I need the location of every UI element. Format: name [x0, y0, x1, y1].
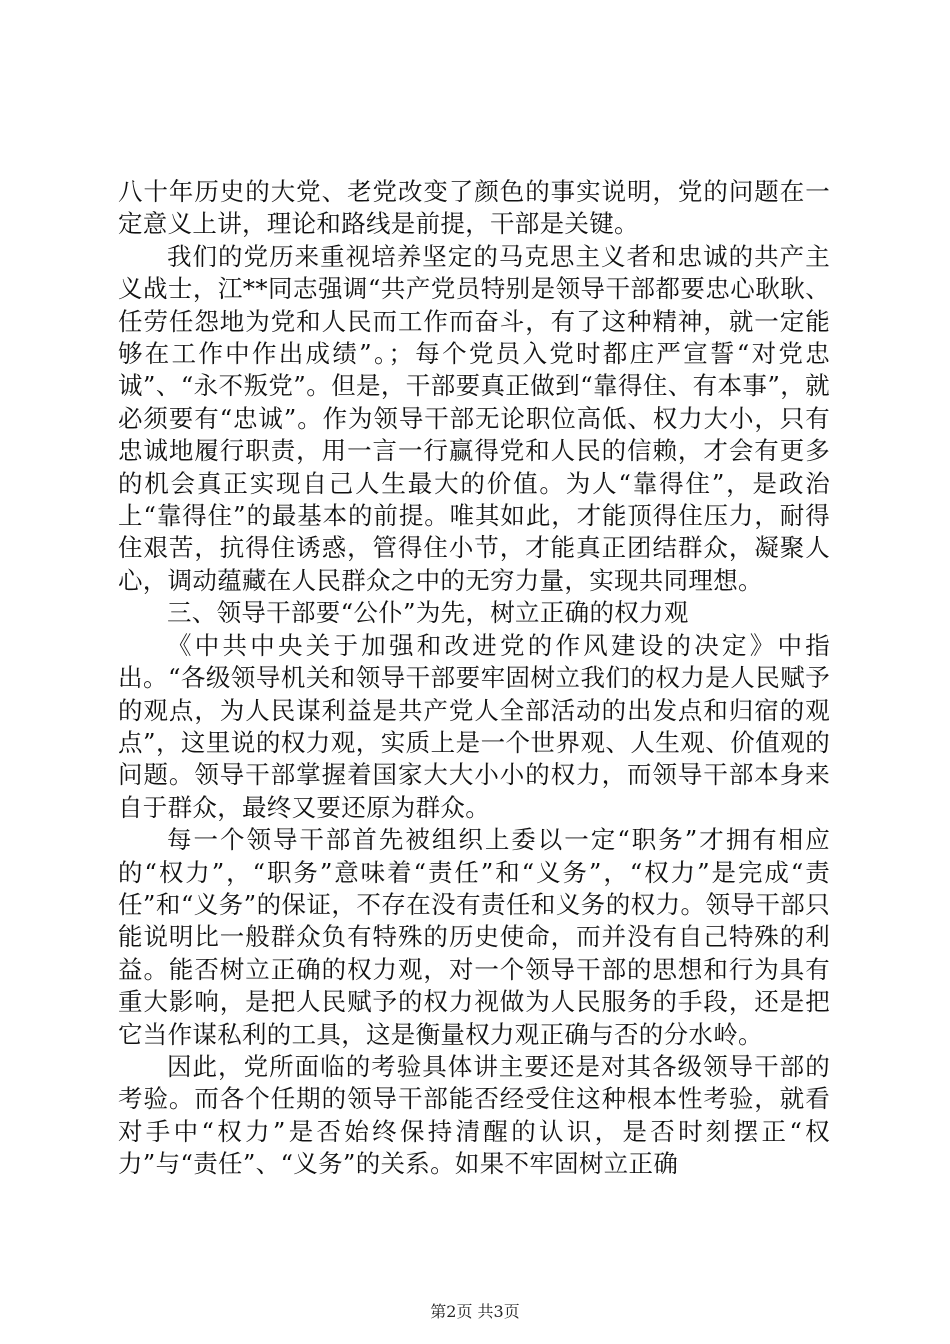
- paragraph-decision-quote: 《中共中央关于加强和改进党的作风建设的决定》中指出。“各级领导机关和领导干部要牢固树立我们的权力是人民赋予的观点，为人民谋利益是共产党人全部活动的出发点和归宿的观点”，这里说的权力观，实质上是一个世界观、人生观、价值观的问题。领导干部掌握着国家大大小小的权力，而领导干部本身来自于群众，最终又要还原为群众。: [118, 630, 830, 822]
- document-body: [118, 176, 830, 1181]
- paragraph-test: 因此，党所面临的考验具体讲主要还是对其各级领导干部的考验。而各个任期的领导干部能否经受住这种根本性考验，就看对手中“权力”是否始终保持清醒的认识，是否时刻摆正“权力”与“责任”、“义务”的关系。如果不牢固树立正确: [118, 1051, 830, 1179]
- paragraph-power-duty: 每一个领导干部首先被组织上委以一定“职务”才拥有相应的“权力”，“职务”意味着“责任”和“义务”，“权力”是完成“责任”和“义务”的保证，不存在没有责任和义务的权力。领导干部只能说明比一般群众负有特殊的历史使命，而并没有自己特殊的利益。能否树立正确的权力观，对一个领导干部的思想和行为具有重大影响，是把人民赋予的权力视做为人民服务的手段，还是把它当作谋私利的工具，这是衡量权力观正确与否的分水岭。: [118, 825, 830, 1049]
- paragraph-continued: 八十年历史的大党、老党改变了颜色的事实说明，党的问题在一定意义上讲，理论和路线是前提，干部是关键。: [118, 177, 830, 239]
- section-heading: 三、领导干部要“公仆”为先，树立正确的权力观: [167, 598, 689, 628]
- paragraph-loyalty: 我们的党历来重视培养坚定的马克思主义者和忠诚的共产主义战士，江**同志强调“共产党员特别是领导干部都要忠心耿耿、任劳任怨地为党和人民而工作而奋斗，有了这种精神，就一定能够在工作中作出成绩”。；每个党员入党时都庄严宣誓“对党忠诚”、“永不叛党”。但是，干部要真正做到“靠得住、有本事”，就必须要有“忠诚”。作为领导干部无论职位高低、权力大小，只有忠诚地履行职责，用一言一行赢得党和人民的信赖，才会有更多的机会真正实现自己人生最大的价值。为人“靠得住”，是政治上“靠得住”的最基本的前提。唯其如此，才能顶得住压力，耐得住艰苦，抗得住诱惑，管得住小节，才能真正团结群众，凝聚人心，调动蕴藏在人民群众之中的无穷力量，实现共同理想。: [118, 241, 830, 595]
- page-number-footer: 第2页 共3页: [430, 1302, 520, 1321]
